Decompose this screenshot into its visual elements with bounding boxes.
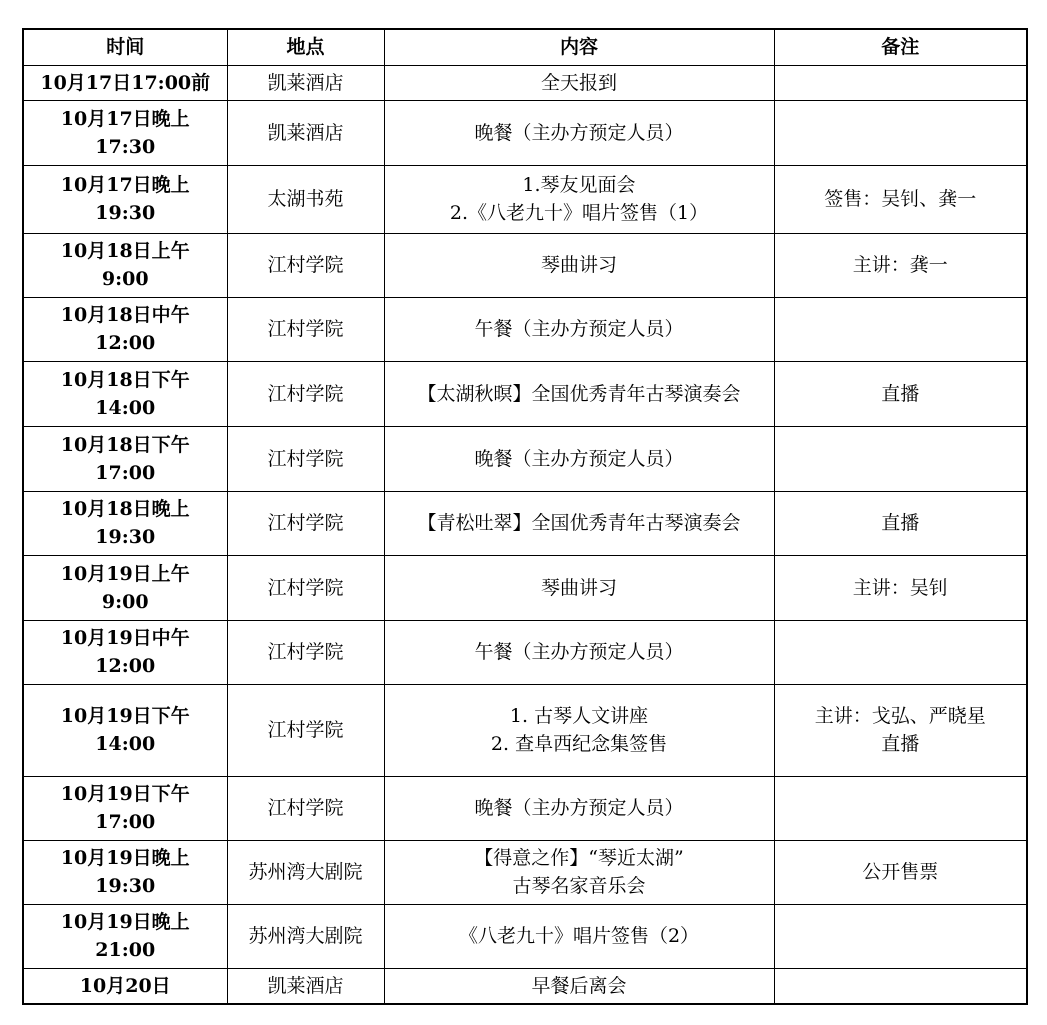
cell-line: 14:00: [95, 396, 156, 419]
header-content: 内容: [384, 29, 774, 65]
cell-line: 10月19日晚上: [60, 911, 190, 933]
cell-note: [774, 555, 1027, 620]
cell-line: 琴曲讲习: [540, 254, 617, 276]
cell-note: [774, 904, 1027, 968]
cell-line: 19:30: [95, 875, 156, 897]
cell-line: 10月18日下午: [60, 368, 190, 391]
cell-line: 全天报到: [540, 71, 617, 94]
cell-note: [774, 968, 1027, 1004]
cell-line: 2. 查阜西纪念集签售: [490, 733, 668, 755]
cell-line: 9:00: [101, 590, 149, 613]
cell-place: 江村学院: [227, 297, 384, 361]
cell-note: [774, 361, 1027, 426]
cell-place: 苏州湾大剧院: [227, 840, 384, 904]
cell-content: [384, 904, 774, 968]
cell-note: [774, 100, 1027, 165]
cell-time: [23, 840, 227, 904]
cell-line: 14:00: [95, 733, 156, 755]
cell-place: 凯莱酒店: [227, 100, 384, 165]
cell-place: 江村学院: [227, 426, 384, 491]
header-row: [23, 29, 1027, 65]
cell-time: [23, 684, 227, 776]
cell-line: 直播: [881, 382, 920, 405]
table-row: [23, 65, 1027, 100]
cell-note: [774, 684, 1027, 776]
cell-line: 10月17日17:00前: [40, 71, 211, 94]
table-row: [23, 555, 1027, 620]
cell-line: 9:00: [101, 268, 149, 290]
cell-time: [23, 426, 227, 491]
cell-note: [774, 426, 1027, 491]
table-row: [23, 968, 1027, 1004]
cell-note: [774, 65, 1027, 100]
cell-line: 【太湖秋暝】全国优秀青年古琴演奏会: [417, 382, 741, 405]
cell-place: 江村学院: [227, 361, 384, 426]
cell-line: 10月19日晚上: [60, 847, 190, 869]
cell-note: [774, 776, 1027, 840]
cell-line: 1. 古琴人文讲座: [509, 705, 649, 727]
cell-note: [774, 297, 1027, 361]
header-note: 备注: [774, 29, 1027, 65]
cell-line: 直播: [881, 733, 920, 755]
table-row: [23, 620, 1027, 684]
cell-line: 晚餐（主办方预定人员）: [474, 121, 684, 144]
table-row: [23, 904, 1027, 968]
cell-line: 12:00: [95, 332, 156, 354]
cell-line: 10月17日晚上: [60, 107, 190, 130]
cell-time: [23, 165, 227, 233]
cell-line: 17:00: [95, 461, 156, 484]
cell-place: 江村学院: [227, 776, 384, 840]
cell-place: 江村学院: [227, 620, 384, 684]
cell-content: [384, 426, 774, 491]
cell-place: 凯莱酒店: [227, 968, 384, 1004]
table-row: [23, 491, 1027, 555]
cell-content: [384, 233, 774, 297]
table-row: [23, 776, 1027, 840]
cell-time: [23, 65, 227, 100]
cell-line: 17:30: [95, 135, 156, 158]
cell-line: 10月19日下午: [60, 705, 190, 727]
cell-line: 10月18日晚上: [60, 498, 190, 520]
table-row: [23, 361, 1027, 426]
cell-place: 江村学院: [227, 233, 384, 297]
cell-line: 1.琴友见面会: [522, 174, 636, 196]
table-row: [23, 426, 1027, 491]
cell-note: [774, 165, 1027, 233]
cell-line: 19:30: [95, 526, 156, 548]
table-row: [23, 297, 1027, 361]
cell-place: 凯莱酒店: [227, 65, 384, 100]
cell-line: 10月17日晚上: [60, 174, 190, 196]
table-row: [23, 684, 1027, 776]
cell-time: [23, 100, 227, 165]
cell-place: 江村学院: [227, 684, 384, 776]
cell-line: 10月19日下午: [60, 783, 190, 805]
cell-line: 12:00: [95, 655, 156, 677]
cell-line: 10月18日下午: [60, 433, 190, 456]
cell-time: [23, 620, 227, 684]
cell-line: 《八老九十》唱片签售（2）: [458, 925, 700, 947]
header-place: 地点: [227, 29, 384, 65]
cell-line: 午餐（主办方预定人员）: [474, 318, 684, 340]
cell-note: [774, 840, 1027, 904]
cell-content: [384, 100, 774, 165]
cell-content: [384, 165, 774, 233]
cell-content: [384, 491, 774, 555]
cell-line: 【青松吐翠】全国优秀青年古琴演奏会: [417, 512, 741, 534]
cell-line: 主讲：戈弘、严晓星: [814, 705, 986, 727]
cell-line: 10月20日: [79, 974, 171, 997]
cell-content: [384, 684, 774, 776]
cell-content: [384, 297, 774, 361]
cell-line: 主讲：吴钊: [852, 576, 948, 599]
cell-line: 公开售票: [862, 861, 939, 883]
cell-time: [23, 233, 227, 297]
cell-time: [23, 361, 227, 426]
cell-line: 10月18日上午: [60, 240, 190, 262]
cell-place: 江村学院: [227, 491, 384, 555]
cell-time: [23, 491, 227, 555]
cell-line: 2.《八老九十》唱片签售（1）: [449, 202, 709, 224]
cell-time: [23, 904, 227, 968]
cell-line: 19:30: [95, 202, 156, 224]
cell-content: [384, 361, 774, 426]
cell-content: [384, 840, 774, 904]
cell-line: 古琴名家音乐会: [512, 875, 646, 897]
table-row: [23, 840, 1027, 904]
cell-line: 签售：吴钊、龚一: [824, 188, 977, 210]
cell-line: 主讲：龚一: [852, 254, 948, 276]
cell-time: [23, 776, 227, 840]
cell-line: 晚餐（主办方预定人员）: [474, 797, 684, 819]
header-time: 时间: [23, 29, 227, 65]
table-row: [23, 100, 1027, 165]
cell-note: [774, 491, 1027, 555]
cell-content: [384, 968, 774, 1004]
cell-note: [774, 620, 1027, 684]
cell-place: 苏州湾大剧院: [227, 904, 384, 968]
cell-line: 午餐（主办方预定人员）: [474, 641, 684, 663]
cell-time: [23, 968, 227, 1004]
schedule-table: [22, 28, 1028, 1005]
cell-time: [23, 555, 227, 620]
table-row: [23, 165, 1027, 233]
cell-content: [384, 776, 774, 840]
cell-line: 【得意之作】“琴近太湖”: [474, 847, 684, 869]
cell-note: [774, 233, 1027, 297]
cell-content: [384, 555, 774, 620]
schedule-body: [23, 65, 1027, 1004]
cell-place: 江村学院: [227, 555, 384, 620]
cell-content: [384, 65, 774, 100]
cell-line: 直播: [881, 512, 920, 534]
table-row: [23, 233, 1027, 297]
cell-line: 琴曲讲习: [540, 576, 617, 599]
cell-content: [384, 620, 774, 684]
cell-line: 10月19日上午: [60, 562, 190, 585]
cell-line: 早餐后离会: [531, 974, 627, 997]
cell-place: 太湖书苑: [227, 165, 384, 233]
cell-line: 晚餐（主办方预定人员）: [474, 447, 684, 470]
cell-line: 17:00: [95, 811, 156, 833]
cell-time: [23, 297, 227, 361]
cell-line: 10月18日中午: [60, 304, 190, 326]
cell-line: 21:00: [95, 939, 156, 961]
cell-line: 10月19日中午: [60, 627, 190, 649]
